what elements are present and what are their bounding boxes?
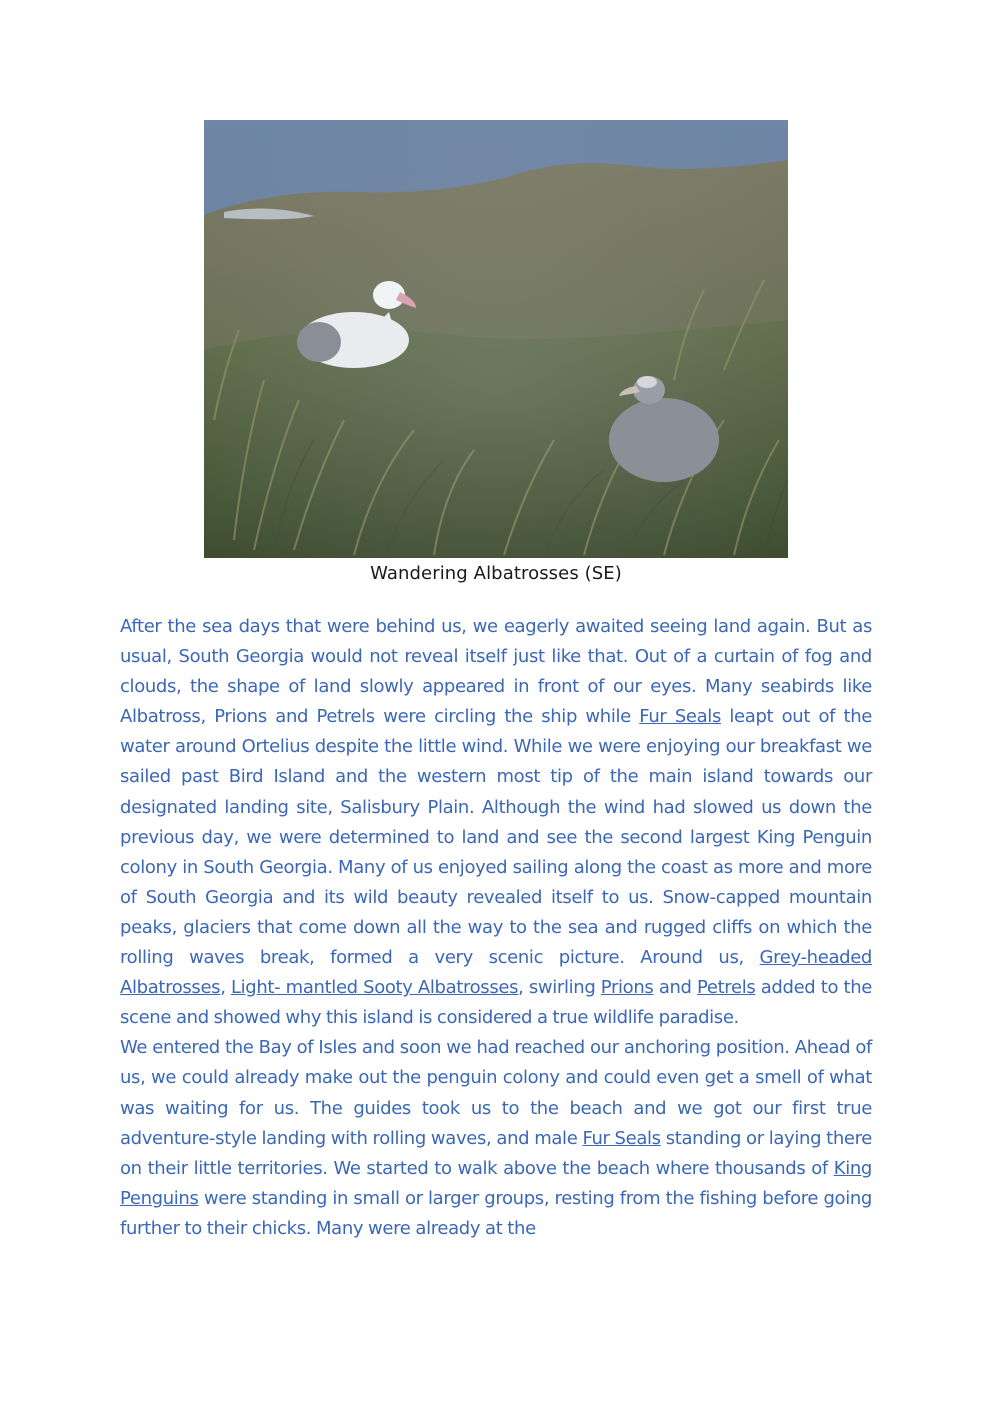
link-light-mantled-sooty-albatrosses[interactable]: Light- mantled Sooty Albatrosses [230,977,519,999]
article-body [120,612,872,1244]
paragraph-text: , [220,977,231,999]
link-fur-seals-2[interactable]: Fur Seals [582,1127,661,1149]
paragraph-1 [120,612,872,1033]
paragraph-2 [120,1033,872,1244]
paragraph-text: standing or laying there on their little territories. We started to walk above the beach where thousands of [120,1127,872,1179]
link-prions[interactable]: Prions [600,977,654,999]
paragraph-text: leapt out of the water around Ortelius despite the little wind. While we were enjoying our breakfast we sailed past Bird Island and the western most tip of the main island towards our designated landing site, Salisbury Plain. Although the wind had slowed us down the previous day, we were determined to land and see the second largest King Penguin colony in South Georgia. Many of us enjoyed sailing along the coast as more and more of South Georgia and its wild beauty revealed itself to us. Snow-capped mountain peaks, glaciers that come down all the way to the sea and rugged cliffs on which the rolling waves break, formed a very scenic picture. Around us, [120,706,872,969]
link-petrels[interactable]: Petrels [697,977,756,999]
paragraph-text: , swirling [518,977,601,999]
link-grey-headed-albatrosses[interactable]: Grey-headed Albatrosses [120,947,872,999]
paragraph-text: were standing in small or larger groups, resting from the fishing before going further to their chicks. Many were already at the [120,1187,872,1239]
link-fur-seals[interactable]: Fur Seals [639,706,721,728]
paragraph-text: added to the scene and showed why this island is considered a true wildlife paradise. [120,977,872,1029]
paragraph-text: We entered the Bay of Isles and soon we had reached our anchoring position. Ahead of us, we could already make out the penguin colony and could even get a smell of what was waiting for us. The guides took us to the beach and we got our first true adventure-style landing with rolling waves, and male [120,1037,872,1149]
photo-caption: Wandering Albatrosses (SE) [370,563,622,584]
paragraph-text: After the sea days that were behind us, we eagerly awaited seeing land again. But as usual, South Georgia would not reveal itself just like that. Out of a curtain of fog and clouds, the shape of land slowly appeared in front of our eyes. Many seabirds like Albatross, Prions and Petrels were circling the ship while [120,616,872,728]
link-king-penguins[interactable]: King Penguins [120,1157,872,1209]
albatross-photo [204,120,788,558]
paragraph-text: and [653,977,698,999]
